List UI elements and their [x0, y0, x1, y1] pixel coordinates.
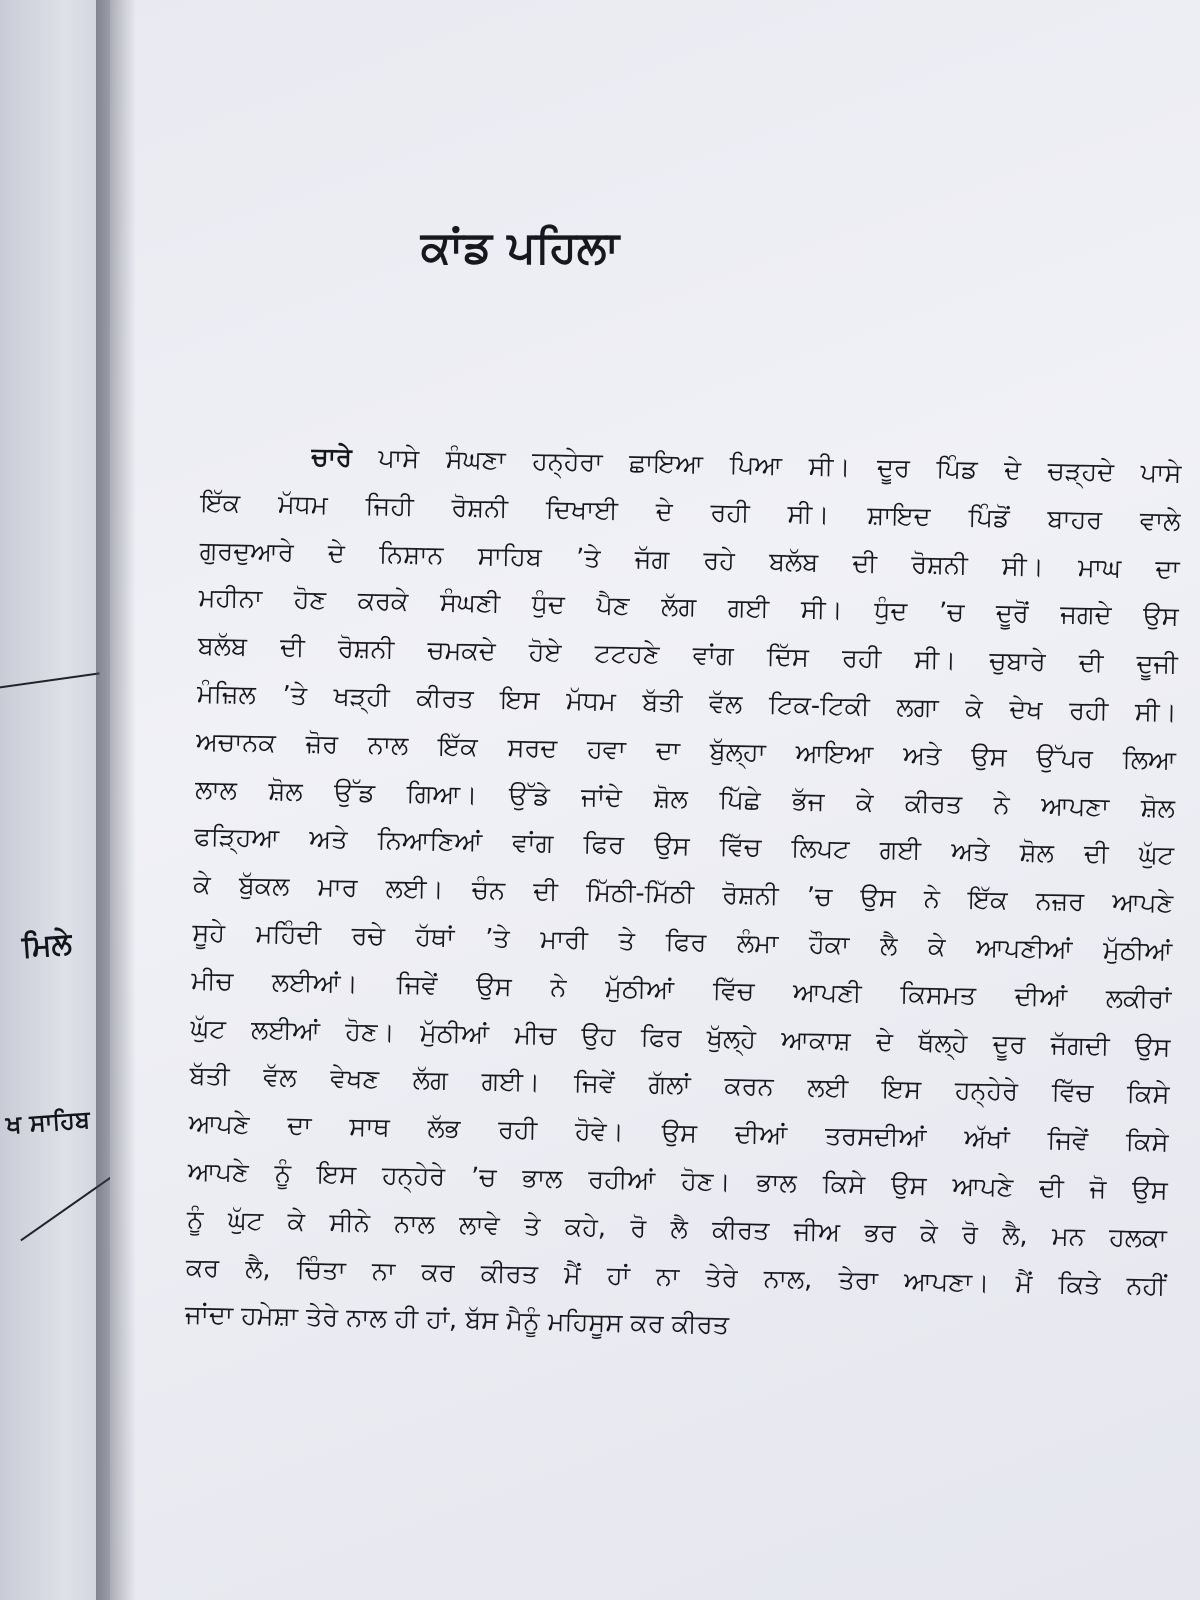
text-line: ਅਚਾਨਕ ਜ਼ੋਰ ਨਾਲ ਇੱਕ ਸਰਦ ਹਵਾ ਦਾ ਬੁੱਲ੍ਹਾ ਆਇਆ ਅਤੇ ਉਸ ਉੱਪਰ ਲਿਆ [195, 726, 1177, 776]
text-line: ਕੇ ਬੁੱਕਲ ਮਾਰ ਲਈ। ਚੰਨ ਦੀ ਮਿੱਠੀ-ਮਿੱਠੀ ਰੋਸ਼ਨੀ ’ਚ ਉਸ ਨੇ ਇੱਕ ਨਜ਼ਰ ਆਪਣੇ [193, 870, 1174, 919]
text-line: ਲਾਲ ਸ਼ੋਲ ਉੱਡ ਗਿਆ। ਉੱਡੇ ਜਾਂਦੇ ਸ਼ੋਲ ਪਿੱਛੇ ਭੱਜ ਕੇ ਕੀਰਤ ਨੇ ਆਪਣਾ ਸ਼ੋਲ [194, 774, 1176, 824]
text-line: ਫੜ੍ਹਿਆ ਅਤੇ ਨਿਆਣਿਆਂ ਵਾਂਗ ਫਿਰ ਉਸ ਵਿੱਚ ਲਿਪਟ ਗਈ ਅਤੇ ਸ਼ੋਲ ਦੀ ਘੁੱਟ [193, 822, 1175, 872]
left-facing-page [0, 0, 110, 1600]
first-word: ਚਾਰੇ [311, 442, 353, 473]
chapter-title: ਕਾਂਡ ਪਹਿਲਾ [420, 222, 620, 273]
text-line: ਆਪਣੇ ਦਾ ਸਾਥ ਲੱਭ ਰਹੀ ਹੋਵੇ। ਉਸ ਦੀਆਂ ਤਰਸਦੀਆਂ ਅੱਖਾਂ ਜਿਵੇਂ ਕਿਸੇ [188, 1109, 1169, 1158]
chapter-body [185, 432, 1182, 1359]
text-line: ਮਹੀਨਾ ਹੋਣ ਕਰਕੇ ਸੰਘਣੀ ਧੁੰਦ ਪੈਣ ਲੱਗ ਗਈ ਸੀ। ਧੁੰਦ ’ਚ ਦੂਰੋਂ ਜਗਦੇ ਉਸ [198, 583, 1179, 633]
text-line: ਗੁਰਦੁਆਰੇ ਦੇ ਨਿਸ਼ਾਨ ਸਾਹਿਬ ’ਤੇ ਜੱਗ ਰਹੇ ਬਲੱਬ ਦੀ ਰੋਸ਼ਨੀ ਸੀ। ਮਾਘ ਦਾ [199, 535, 1180, 585]
text-line: ਆਪਣੇ ਨੂੰ ਇਸ ਹਨ੍ਹੇਰੇ ’ਚ ਭਾਲ ਰਹੀਆਂ ਹੋਣ। ਭਾਲ ਕਿਸੇ ਉਸ ਆਪਣੇ ਦੀ ਜੋ ਉਸ [187, 1156, 1168, 1206]
left-page-rule [0, 672, 100, 689]
text-line: ਇੱਕ ਮੱਧਮ ਜਿਹੀ ਰੋਸ਼ਨੀ ਦਿਖਾਈ ਦੇ ਰਹੀ ਸੀ। ਸ਼ਾਇਦ ਪਿੰਡੋਂ ਬਾਹਰ ਵਾਲੇ [200, 487, 1181, 537]
text-line: ਮੰਜ਼ਿਲ ’ਤੇ ਖੜ੍ਹੀ ਕੀਰਤ ਇਸ ਮੱਧਮ ਬੱਤੀ ਵੱਲ ਟਿਕ-ਟਿਕੀ ਲਗਾ ਕੇ ਦੇਖ ਰਹੀ ਸੀ। [196, 678, 1178, 728]
text-line: ਚਾਰੇ ਪਾਸੇ ਸੰਘਣਾ ਹਨ੍ਹੇਰਾ ਛਾਇਆ ਪਿਆ ਸੀ। ਦੂਰ ਪਿੰਡ ਦੇ ਚੜ੍ਹਦੇ ਪਾਸੇ [311, 442, 1182, 489]
text-line: ਨੂੰ ਘੁੱਟ ਕੇ ਸੀਨੇ ਨਾਲ ਲਾਵੇ ਤੇ ਕਹੇ, ਰੋ ਲੈ ਕੀਰਤ ਜੀਅ ਭਰ ਕੇ ਰੋ ਲੈ, ਮਨ ਹਲਕਾ [186, 1204, 1167, 1254]
text-line: ਮੀਚ ਲਈਆਂ। ਜਿਵੇਂ ਉਸ ਨੇ ਮੁੱਠੀਆਂ ਵਿੱਚ ਆਪਣੀ ਕਿਸਮਤ ਦੀਆਂ ਲਕੀਰਾਂ [191, 965, 1172, 1015]
text-line: ਬੱਤੀ ਵੱਲ ਵੇਖਣ ਲੱਗ ਗਈ। ਜਿਵੇਂ ਗੱਲਾਂ ਕਰਨ ਲਈ ਇਸ ਹਨ੍ਹੇਰੇ ਵਿੱਚ ਕਿਸੇ [189, 1061, 1170, 1111]
text-line: ਬਲੱਬ ਦੀ ਰੋਸ਼ਨੀ ਚਮਕਦੇ ਹੋਏ ਟਟਹਣੇ ਵਾਂਗ ਦਿੱਸ ਰਹੀ ਸੀ। ਚੁਬਾਰੇ ਦੀ ਦੂਜੀ [197, 631, 1178, 680]
left-page-fragment: ਮਿਲੇ [21, 926, 74, 965]
book-gutter-shadow [96, 0, 136, 1600]
text-line: ਜਾਂਦਾ ਹਮੇਸ਼ਾ ਤੇਰੇ ਨਾਲ ਹੀ ਹਾਂ, ਬੱਸ ਮੈਨੂੰ ਮਹਿਸੂਸ ਕਰ ਕੀਰਤ [184, 1300, 730, 1341]
text-line: ਸੂਹੇ ਮਹਿੰਦੀ ਰਚੇ ਹੱਥਾਂ ’ਤੇ ਮਾਰੀ ਤੇ ਫਿਰ ਲੰਮਾ ਹੌਕਾ ਲੈ ਕੇ ਆਪਣੀਆਂ ਮੁੱਠੀਆਂ [192, 917, 1173, 967]
left-page-fragment: ਖ ਸਾਹਿਬ [5, 1105, 91, 1139]
right-page [110, 0, 1200, 1600]
text-line: ਕਰ ਲੈ, ਚਿੰਤਾ ਨਾ ਕਰ ਕੀਰਤ ਮੈਂ ਹਾਂ ਨਾ ਤੇਰੇ ਨਾਲ, ਤੇਰਾ ਆਪਣਾ। ਮੈਂ ਕਿਤੇ ਨਹੀਂ [185, 1252, 1167, 1302]
text-line: ਘੁੱਟ ਲਈਆਂ ਹੋਣ। ਮੁੱਠੀਆਂ ਮੀਚ ਉਹ ਫਿਰ ਖੁੱਲ੍ਹੇ ਆਕਾਸ਼ ਦੇ ਥੱਲ੍ਹੇ ਦੂਰ ਜੱਗਦੀ ਉਸ [190, 1013, 1171, 1063]
